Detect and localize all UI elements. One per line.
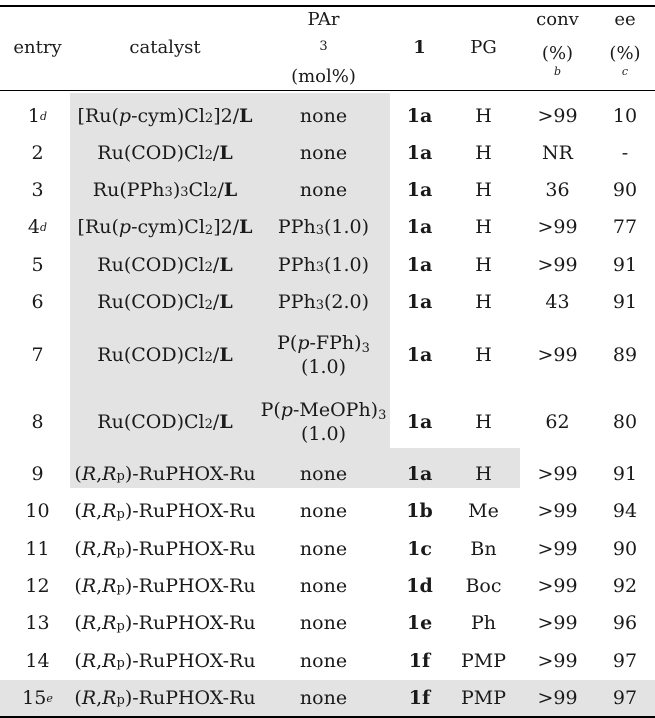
cell-catalyst: Ru(PPh $_3$ ) $_3$ Cl $_2$ / L [92, 178, 238, 201]
cell-catalyst: ( R , R $_p$ )-RuPHOX-Ru [74, 574, 256, 597]
cell-par3: none [299, 500, 348, 523]
cell-ee: 80 [612, 410, 638, 433]
cell-catalyst: ( R , R $_p$ )-RuPHOX-Ru [74, 462, 256, 485]
cell-substrate: 1a [406, 253, 433, 276]
cell-entry: 11 [25, 537, 50, 560]
cell-conv: NR [542, 141, 573, 164]
cell-entry: 8 [31, 410, 44, 433]
cell-par3: none [299, 612, 348, 635]
cell-conv: 62 [545, 410, 570, 433]
cell-pg: H [475, 343, 492, 366]
cell-entry: 9 [31, 462, 44, 485]
header-ee-note: c [621, 64, 629, 78]
header-substrate-label: 1 [413, 37, 426, 59]
cell-conv: >99 [537, 216, 578, 239]
cell-entry: 1 d [27, 104, 48, 127]
cell-entry: 7 [31, 343, 44, 366]
cell-ee: 91 [612, 291, 638, 314]
cell-par3: PPh $_3$ (1.0) [277, 253, 370, 276]
cell-catalyst: ( R , R $_p$ )-RuPHOX-Ru [74, 537, 256, 560]
cell-ee: 91 [612, 462, 638, 485]
cell-entry: 2 [31, 141, 44, 164]
cell-entry: 13 [25, 612, 50, 635]
cell-ee: 96 [612, 612, 638, 635]
header-par3-sub: 3 [319, 39, 328, 55]
cell-pg: PMP [460, 686, 507, 709]
cell-par3: none [299, 141, 348, 164]
cell-conv: >99 [537, 104, 578, 127]
header-ee-unit: (%) [609, 43, 641, 65]
header-pg-label: PG [470, 37, 497, 59]
cell-conv: >99 [537, 649, 578, 672]
cell-pg: Ph [470, 612, 497, 635]
header-entry [0, 7, 75, 90]
cell-par3: PPh $_3$ (1.0) [277, 216, 370, 239]
cell-pg: H [475, 141, 492, 164]
cell-entry: 15 e [22, 686, 53, 709]
cell-substrate: 1a [406, 462, 433, 485]
cell-pg: Boc [465, 574, 502, 597]
cell-conv: >99 [537, 343, 578, 366]
cell-par3: none [299, 462, 348, 485]
header-par3-line1 [307, 9, 339, 54]
cell-substrate: 1a [406, 141, 433, 164]
header-catalyst-label: catalyst [129, 37, 201, 59]
cell-par3: $P(p-MeOPh)_3$ (1.0) [260, 398, 387, 445]
cell-par3: none [299, 686, 348, 709]
cell-entry: 14 [25, 649, 50, 672]
cell-pg: H [475, 291, 492, 314]
cell-par3: none [299, 104, 348, 127]
cell-ee: 92 [612, 574, 638, 597]
cell-par3: $P(p-FPh)_3$ (1.0) [277, 331, 370, 378]
cell-par3: none [299, 574, 348, 597]
cell-pg: Bn [470, 537, 497, 560]
cell-par3: none [299, 537, 348, 560]
header-entry-label: entry [13, 37, 62, 59]
cell-par3: none [299, 178, 348, 201]
header-conv-label: conv [536, 8, 579, 30]
cell-entry: 6 [31, 291, 44, 314]
header-rule [0, 90, 655, 91]
cell-ee: - [621, 141, 629, 164]
cell-catalyst: Ru(COD)Cl $_2$ / L [97, 343, 233, 366]
cell-conv: 36 [545, 178, 570, 201]
cell-conv: >99 [537, 500, 578, 523]
cell-catalyst: Ru(COD)Cl $_2$ / L [97, 291, 233, 314]
cell-conv: >99 [537, 537, 578, 560]
header-ee-label: ee [614, 8, 636, 30]
cell-substrate: 1f [408, 686, 431, 709]
cell-pg: H [475, 178, 492, 201]
cell-ee: 90 [612, 537, 638, 560]
cell-ee: 97 [612, 686, 638, 709]
cell-substrate: 1f [408, 649, 431, 672]
cell-pg: H [475, 104, 492, 127]
cell-ee: 89 [612, 343, 638, 366]
header-substrate [392, 7, 447, 90]
cell-entry: 10 [25, 500, 50, 523]
header-ee-unit-line [609, 43, 640, 88]
cell-substrate: 1c [407, 537, 432, 560]
cell-entry: 3 [31, 178, 44, 201]
cell-par3: PPh $_3$ (2.0) [277, 291, 370, 314]
header-conv-unit-line [542, 43, 573, 88]
header-pg [447, 7, 520, 90]
header-conv-note: b [553, 64, 562, 78]
cell-entry: 5 [31, 253, 44, 276]
cell-catalyst: Ru(COD)Cl $_2$ / L [97, 253, 233, 276]
header-ee [595, 7, 655, 90]
cell-substrate: 1a [406, 410, 433, 433]
cell-conv: 43 [545, 291, 570, 314]
cell-substrate: 1a [406, 104, 433, 127]
cell-catalyst: Ru(COD)Cl $_2$ / L [97, 141, 233, 164]
cell-catalyst: [Ru( p -cym)Cl $_2$ ]2/ L [77, 216, 253, 239]
cell-catalyst: ( R , R $_p$ )-RuPHOX-Ru [74, 612, 256, 635]
cell-conv: >99 [537, 574, 578, 597]
cell-ee: 10 [612, 104, 638, 127]
cell-conv: >99 [537, 612, 578, 635]
cell-pg: H [475, 253, 492, 276]
cell-conv: >99 [537, 253, 578, 276]
cell-conv: >99 [537, 462, 578, 485]
cell-par3: none [299, 649, 348, 672]
cell-substrate: 1a [406, 216, 433, 239]
cell-ee: 90 [612, 178, 638, 201]
cell-substrate: 1a [406, 343, 433, 366]
cell-substrate: 1e [406, 612, 433, 635]
cell-catalyst: ( R , R $_p$ )-RuPHOX-Ru [74, 500, 256, 523]
header-par3-unit: (mol%) [291, 65, 356, 87]
cell-substrate: 1d [406, 574, 433, 597]
cell-entry: 12 [25, 574, 50, 597]
header-catalyst [75, 7, 255, 90]
header-conv-unit: (%) [541, 43, 574, 65]
cell-catalyst: ( R , R $_p$ )-RuPHOX-Ru [74, 686, 256, 709]
cell-entry: 4 d [27, 216, 48, 239]
cell-catalyst: Ru(COD)Cl $_2$ / L [97, 410, 233, 433]
header-par3-label: PAr [307, 8, 340, 30]
cell-conv: >99 [537, 686, 578, 709]
cell-pg: H [475, 462, 492, 485]
cell-ee: 77 [612, 216, 638, 239]
cell-ee: 91 [612, 253, 638, 276]
cell-pg: PMP [460, 649, 507, 672]
cell-substrate: 1a [406, 178, 433, 201]
cell-catalyst: ( R , R $_p$ )-RuPHOX-Ru [74, 649, 256, 672]
header-par3 [255, 7, 392, 90]
cell-substrate: 1a [406, 291, 433, 314]
cell-catalyst: [Ru( p -cym)Cl $_2$ ]2/ L [77, 104, 253, 127]
cell-substrate: 1b [406, 500, 433, 523]
cell-pg: H [475, 216, 492, 239]
cell-ee: 94 [612, 500, 638, 523]
header-conv [520, 7, 595, 90]
cell-pg: H [475, 410, 492, 433]
cell-pg: Me [468, 500, 499, 523]
cell-ee: 97 [612, 649, 638, 672]
